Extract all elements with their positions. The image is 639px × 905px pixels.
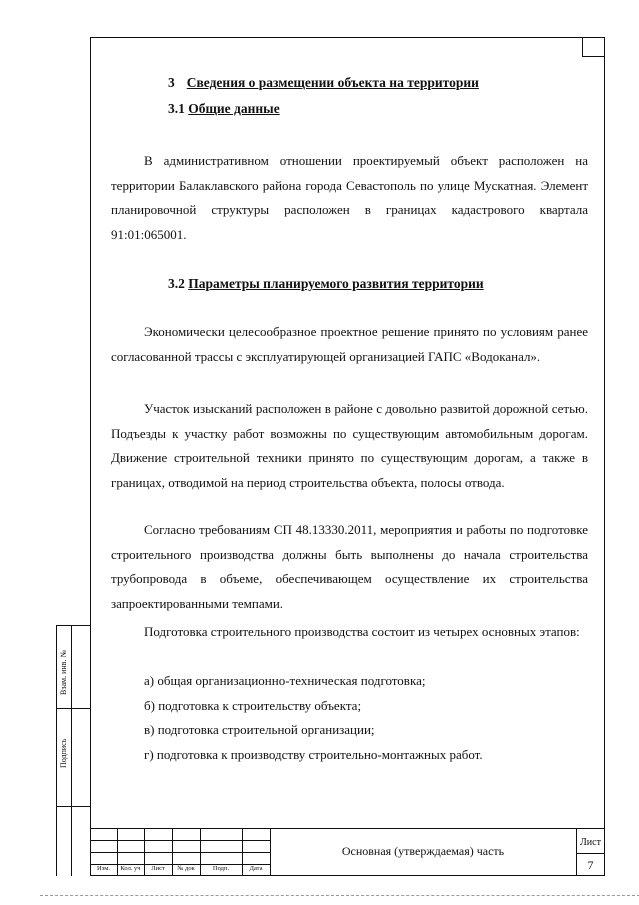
subsection-2-number: 3.2 xyxy=(168,276,185,291)
subsection-1-heading xyxy=(168,101,280,117)
document-title: Основная (утверждаемая) часть xyxy=(341,844,505,858)
paragraph: Участок изысканий расположен в районе с довольно развитой дорожной сетью. Подъезды к участку работ возможны по существующим автомобильным дорогам. Движение строительной техники принято по существующим дорогам, а также в границах, отводимой на период строительства объекта, полосы отвода. xyxy=(111,401,588,490)
side-label-vzam-inv: Взам. инв. № xyxy=(59,649,68,695)
side-strip-row-line xyxy=(57,806,91,807)
col-list: Лист xyxy=(151,865,165,872)
list-item: г) подготовка к производству строительно-монтажных работ. xyxy=(144,747,483,762)
subsection-2-title: Параметры планируемого развития территории xyxy=(188,276,484,291)
subsection-1-title: Общие данные xyxy=(188,101,280,116)
section-heading xyxy=(168,75,479,91)
sheet-label: Лист xyxy=(580,837,601,848)
title-block xyxy=(90,828,605,876)
col-podp: Подп. xyxy=(212,865,230,872)
col-data: Дата xyxy=(249,865,263,872)
paragraph: Согласно требованиям СП 48.13330.2011, мероприятия и работы по подготовке строительного производства должны быть выполнены до начала строительства трубопровода в объеме, обеспечивающем осуществление их строительства запроектированными темпами. xyxy=(111,522,588,611)
side-strip-divider xyxy=(71,626,72,876)
list-item: а) общая организационно-техническая подготовка; xyxy=(144,673,426,688)
col-izm: Изм. xyxy=(97,865,110,872)
sheet-number: 7 xyxy=(587,858,594,872)
section-title: Сведения о размещении объекта на территории xyxy=(186,75,479,90)
subsection-2-heading xyxy=(168,276,484,292)
subsection-1-paragraph: В административном отношении проектируемый объект расположен на территории Балаклавского района города Севастополь по улице Мускатная. Элемент планировочной структуры расположен в границах кадастрового квартала 91:01:065001. xyxy=(111,153,588,242)
scan-edge-line xyxy=(40,895,639,896)
col-n-dok: № док xyxy=(177,865,195,872)
list-item: в) подготовка строительной организации; xyxy=(144,722,375,737)
title-block-top-line xyxy=(90,828,605,829)
subsection-1-number: 3.1 xyxy=(168,101,185,116)
col-kol-uch: Кол. уч xyxy=(120,865,141,872)
section-number: 3 xyxy=(168,75,175,90)
paragraph: Экономически целесообразное проектное решение принято по условиям ранее согласованной трассы с эксплуатирующей организацией ГАПС «Водоканал». xyxy=(111,324,588,364)
sheet-box-line xyxy=(576,853,605,854)
list-item: б) подготовка к строительству объекта; xyxy=(144,698,362,713)
side-label-podpis: Подпись xyxy=(59,738,68,768)
side-strip-row-line xyxy=(57,708,91,709)
paragraph: Подготовка строительного производства состоит из четырех основных этапов: xyxy=(144,624,580,639)
corner-stamp-box xyxy=(582,37,605,57)
